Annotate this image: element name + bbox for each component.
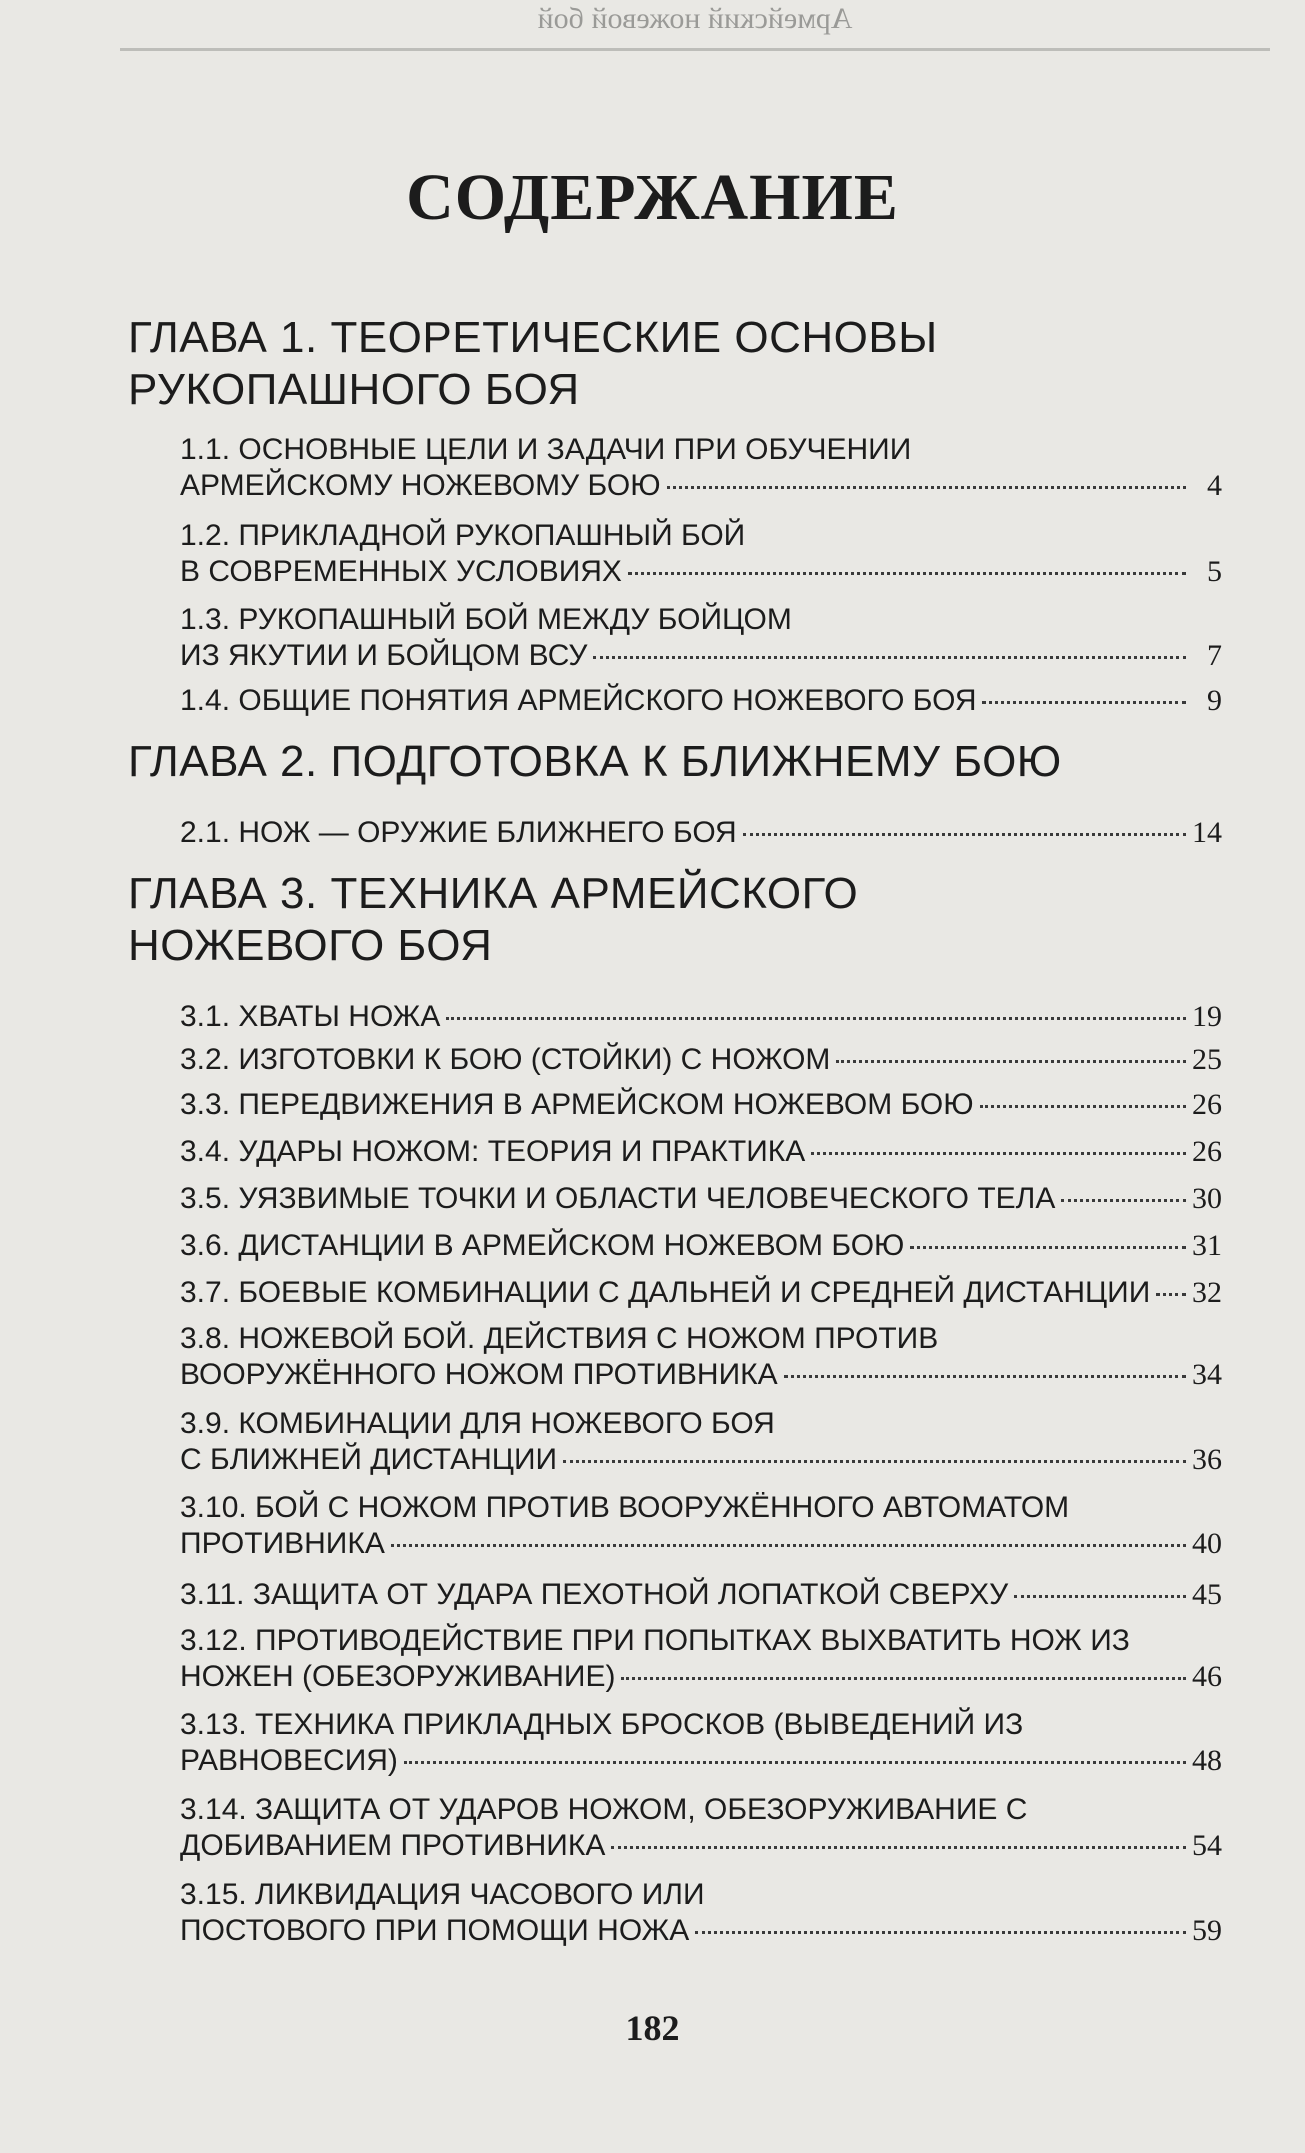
page-title: СОДЕРЖАНИЕ <box>406 161 899 234</box>
toc-entry-3-1[interactable] <box>180 999 1222 1035</box>
page-number: 182 <box>625 2008 680 2048</box>
chapter-2-heading <box>128 736 1248 788</box>
toc-page-number: 26 <box>1192 1135 1222 1168</box>
toc-page-number: 46 <box>1192 1660 1222 1693</box>
toc-entry-title: 3.13. ТЕХНИКА ПРИКЛАДНЫХ БРОСКОВ (ВЫВЕДЕНИЙ ИЗ <box>180 1708 1024 1741</box>
toc-entry-title-cont: ВООРУЖЁННОГО НОЖОМ ПРОТИВНИКА <box>180 1358 778 1391</box>
leader-dots <box>1156 1293 1186 1296</box>
toc-page-number: 19 <box>1192 1000 1222 1033</box>
running-head: Армейский ножевой бой <box>537 2 853 35</box>
toc-entry-3-7[interactable] <box>180 1275 1222 1311</box>
toc-entry-title: 1.2. ПРИКЛАДНОЙ РУКОПАШНЫЙ БОЙ <box>180 519 746 552</box>
header-rule <box>120 48 1270 51</box>
leader-dots <box>611 1846 1186 1849</box>
toc-entry-title: 3.7. БОЕВЫЕ КОМБИНАЦИИ С ДАЛЬНЕЙ И СРЕДНЕЙ ДИСТАНЦИИ <box>180 1276 1151 1309</box>
toc-entry-title: 3.6. ДИСТАНЦИИ В АРМЕЙСКОМ НОЖЕВОМ БОЮ <box>180 1229 905 1262</box>
chapter-3-heading <box>128 868 1248 972</box>
leader-dots <box>628 572 1186 575</box>
leader-dots <box>836 1060 1186 1063</box>
toc-entry-2-1[interactable] <box>180 815 1222 851</box>
toc-entry-title-cont: НОЖЕН (ОБЕЗОРУЖИВАНИЕ) <box>180 1660 616 1693</box>
toc-entry-title: 3.3. ПЕРЕДВИЖЕНИЯ В АРМЕЙСКОМ НОЖЕВОМ БОЮ <box>180 1088 974 1121</box>
toc-page-number: 48 <box>1192 1744 1222 1777</box>
toc-entry-title: 1.4. ОБЩИЕ ПОНЯТИЯ АРМЕЙСКОГО НОЖЕВОГО БОЯ <box>180 684 977 717</box>
toc-entry-title: 3.5. УЯЗВИМЫЕ ТОЧКИ И ОБЛАСТИ ЧЕЛОВЕЧЕСКОГО ТЕЛА <box>180 1182 1056 1215</box>
toc-entry-title: 1.1. ОСНОВНЫЕ ЦЕЛИ И ЗАДАЧИ ПРИ ОБУЧЕНИИ <box>180 433 912 466</box>
toc-entry-title: 1.3. РУКОПАШНЫЙ БОЙ МЕЖДУ БОЙЦОМ <box>180 603 792 636</box>
toc-entry-title: 3.11. ЗАЩИТА ОТ УДАРА ПЕХОТНОЙ ЛОПАТКОЙ СВЕРХУ <box>180 1578 1009 1611</box>
toc-page-number: 36 <box>1192 1443 1222 1476</box>
chapter-3-line1: ГЛАВА 3. ТЕХНИКА АРМЕЙСКОГО <box>128 869 859 918</box>
leader-dots <box>667 486 1186 489</box>
toc-entry-title: 3.14. ЗАЩИТА ОТ УДАРОВ НОЖОМ, ОБЕЗОРУЖИВАНИЕ С <box>180 1793 1028 1826</box>
toc-entry-title: 3.12. ПРОТИВОДЕЙСТВИЕ ПРИ ПОПЫТКАХ ВЫХВАТИТЬ НОЖ ИЗ <box>180 1624 1130 1657</box>
toc-entry-title: 3.8. НОЖЕВОЙ БОЙ. ДЕЙСТВИЯ С НОЖОМ ПРОТИВ <box>180 1322 939 1355</box>
leader-dots <box>743 833 1186 836</box>
toc-entry-3-9[interactable] <box>180 1406 1222 1478</box>
toc-entry-title-cont: РАВНОВЕСИЯ) <box>180 1744 398 1777</box>
leader-dots <box>980 1105 1186 1108</box>
toc-page-number: 34 <box>1192 1358 1222 1391</box>
toc-entry-title: 2.1. НОЖ — ОРУЖИЕ БЛИЖНЕГО БОЯ <box>180 816 737 849</box>
toc-page-number: 45 <box>1192 1578 1222 1611</box>
toc-entry-title-cont: АРМЕЙСКОМУ НОЖЕВОМУ БОЮ <box>180 469 661 502</box>
toc-page-number: 54 <box>1192 1829 1222 1862</box>
leader-dots <box>446 1017 1186 1020</box>
toc-entry-title-cont: С БЛИЖНЕЙ ДИСТАНЦИИ <box>180 1443 558 1476</box>
toc-page-number: 25 <box>1192 1043 1222 1076</box>
chapter-1-line1: ГЛАВА 1. ТЕОРЕТИЧЕСКИЕ ОСНОВЫ <box>128 313 938 362</box>
toc-entry-title-cont: ДОБИВАНИЕМ ПРОТИВНИКА <box>180 1829 606 1862</box>
chapter-2-line1: ГЛАВА 2. ПОДГОТОВКА К БЛИЖНЕМУ БОЮ <box>128 737 1062 786</box>
toc-entry-3-14[interactable] <box>180 1792 1222 1864</box>
toc-entry-title: 3.9. КОМБИНАЦИИ ДЛЯ НОЖЕВОГО БОЯ <box>180 1407 775 1440</box>
toc-entry-3-12[interactable] <box>180 1623 1222 1695</box>
toc-entry-3-6[interactable] <box>180 1228 1222 1264</box>
leader-dots <box>1061 1199 1186 1202</box>
toc-page-number: 40 <box>1192 1527 1222 1560</box>
toc-page-number: 7 <box>1207 639 1222 672</box>
leader-dots <box>593 656 1186 659</box>
chapter-1-line2: РУКОПАШНОГО БОЯ <box>128 365 580 414</box>
toc-entry-3-13[interactable] <box>180 1707 1222 1779</box>
toc-entry-title-cont: ИЗ ЯКУТИИ И БОЙЦОМ ВСУ <box>180 639 588 672</box>
toc-page-number: 32 <box>1192 1276 1222 1309</box>
toc-page-number: 26 <box>1192 1088 1222 1121</box>
toc-entry-3-8[interactable] <box>180 1321 1222 1393</box>
chapter-3-line2: НОЖЕВОГО БОЯ <box>128 921 493 970</box>
toc-page-number: 14 <box>1192 816 1222 849</box>
leader-dots <box>563 1460 1186 1463</box>
toc-entry-1-2[interactable] <box>180 518 1222 590</box>
toc-entry-title-cont: ПОСТОВОГО ПРИ ПОМОЩИ НОЖА <box>180 1914 690 1947</box>
leader-dots <box>982 701 1186 704</box>
toc-page-number: 9 <box>1207 684 1222 717</box>
leader-dots <box>391 1544 1186 1547</box>
toc-page-number: 31 <box>1192 1229 1222 1262</box>
toc-page-number: 4 <box>1207 469 1222 502</box>
toc-entry-1-3[interactable] <box>180 602 1222 674</box>
toc-entry-title: 3.2. ИЗГОТОВКИ К БОЮ (СТОЙКИ) С НОЖОМ <box>180 1043 831 1076</box>
leader-dots <box>910 1246 1186 1249</box>
toc-entry-3-3[interactable] <box>180 1087 1222 1123</box>
leader-dots <box>811 1152 1186 1155</box>
toc-page-number: 30 <box>1192 1182 1222 1215</box>
toc-entry-1-4[interactable] <box>180 683 1222 719</box>
toc-entry-title-cont: В СОВРЕМЕННЫХ УСЛОВИЯХ <box>180 555 622 588</box>
leader-dots <box>695 1931 1186 1934</box>
toc-entry-1-1[interactable] <box>180 432 1222 504</box>
toc-page-number: 59 <box>1192 1914 1222 1947</box>
toc-entry-title: 3.15. ЛИКВИДАЦИЯ ЧАСОВОГО ИЛИ <box>180 1878 705 1911</box>
toc-entry-title: 3.4. УДАРЫ НОЖОМ: ТЕОРИЯ И ПРАКТИКА <box>180 1135 806 1168</box>
toc-entry-3-10[interactable] <box>180 1490 1222 1562</box>
toc-entry-3-4[interactable] <box>180 1134 1222 1170</box>
leader-dots <box>1014 1595 1186 1598</box>
toc-entry-title-cont: ПРОТИВНИКА <box>180 1527 385 1560</box>
toc-entry-title: 3.10. БОЙ С НОЖОМ ПРОТИВ ВООРУЖЁННОГО АВТОМАТОМ <box>180 1491 1070 1524</box>
toc-entry-3-15[interactable] <box>180 1877 1222 1949</box>
toc-entry-3-11[interactable] <box>180 1577 1222 1613</box>
toc-page-number: 5 <box>1207 555 1222 588</box>
leader-dots <box>621 1677 1186 1680</box>
toc-entry-title: 3.1. ХВАТЫ НОЖА <box>180 1000 441 1033</box>
leader-dots <box>404 1761 1186 1764</box>
toc-entry-3-5[interactable] <box>180 1181 1222 1217</box>
leader-dots <box>784 1375 1186 1378</box>
toc-entry-3-2[interactable] <box>180 1042 1222 1078</box>
chapter-1-heading <box>128 312 1248 416</box>
